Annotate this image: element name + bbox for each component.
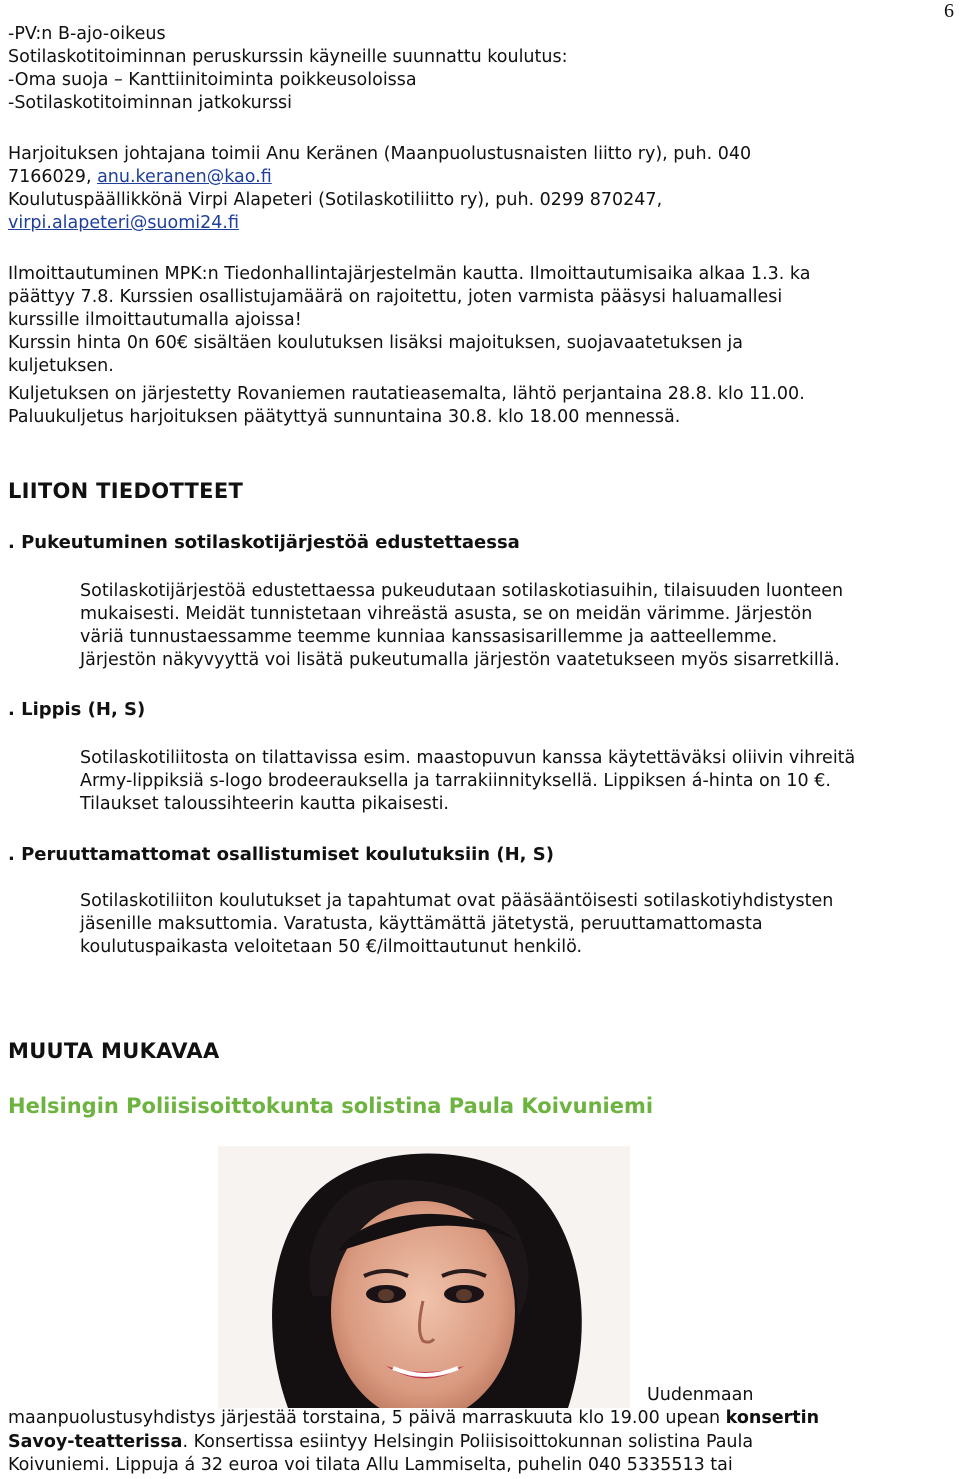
portrait-illustration: [218, 1146, 630, 1408]
concert-caption-word: Uudenmaan: [647, 1385, 754, 1405]
cap-paragraph-line: Army-lippiksiä s-logo brodeerauksella ja tarrakiinnityksellä. Lippiksen á-hinta on 10 €.: [80, 771, 831, 791]
cancellation-paragraph-line: koulutuspaikasta veloitetaan 50 €/ilmoittautunut henkilö.: [80, 937, 583, 957]
contact-training-chief: Koulutuspäällikkönä Virpi Alapeteri (Sotilaskotiliitto ry), puh. 0299 870247,: [8, 190, 663, 210]
section-heading-liiton: LIITON TIEDOTTEET: [8, 479, 244, 503]
subsection-heading-dress: . Pukeutuminen sotilaskotijärjestöä edustettaessa: [8, 532, 520, 553]
section-heading-muuta: MUUTA MUKAVAA: [8, 1039, 220, 1063]
registration-line-1: Ilmoittautuminen MPK:n Tiedonhallintajärjestelmän kautta. Ilmoittautumisaika alkaa 1.3. ka: [8, 264, 811, 284]
course-intro: Sotilaskotitoiminnan peruskurssin käyneille suunnattu koulutus:: [8, 47, 568, 67]
soloist-photo: [218, 1146, 630, 1408]
concert-paragraph-line-2: Savoy-teatterissa. Konsertissa esiintyy Helsingin Poliisisoittokunnan solistina Paula: [8, 1432, 754, 1452]
transport-line-1: Kuljetuksen on järjestetty Rovaniemen rautatieasemalta, lähtö perjantaina 28.8. klo 11.00.: [8, 384, 805, 404]
dress-paragraph-line: mukaisesti. Meidät tunnistetaan vihreästä asusta, se on meidän värimme. Järjestön: [80, 604, 813, 624]
course-item-driving: -PV:n B-ajo-oikeus: [8, 24, 166, 44]
course-item-own-protection: -Oma suoja – Kanttiinitoiminta poikkeusoloissa: [8, 70, 417, 90]
concert-paragraph-line-3: Koivuniemi. Lippuja á 32 euroa voi tilata Allu Lammiselta, puhelin 040 5335513 tai: [8, 1455, 733, 1475]
cancellation-paragraph-line: jäsenille maksuttomia. Varatusta, käyttämättä jätetystä, peruuttamattomasta: [80, 914, 763, 934]
email-link-virpi[interactable]: virpi.alapeteri@suomi24.fi: [8, 213, 239, 233]
cancellation-paragraph-line: Sotilaskotiliiton koulutukset ja tapahtumat ovat pääsääntöisesti sotilaskotiyhdistysten: [80, 891, 834, 911]
dress-paragraph-line: väriä tunnustaessamme teemme kunniaa kanssasisarillemme ja aatteellemme.: [80, 627, 778, 647]
registration-line-3: kurssille ilmoittautumalla ajoissa!: [8, 310, 302, 330]
contact-leader: Harjoituksen johtajana toimii Anu Keränen (Maanpuolustusnaisten liitto ry), puh. 040: [8, 144, 752, 164]
contact-training-chief-email: [8, 212, 950, 235]
concert-heading: Helsingin Poliisisoittokunta solistina Paula Koivuniemi: [8, 1094, 654, 1118]
cap-paragraph-line: Tilaukset taloussihteerin kautta pikaisesti.: [80, 794, 449, 814]
concert-paragraph-line-1: maanpuolustusyhdistys järjestää torstaina, 5 päivä marraskuuta klo 19.00 upean konsertin: [8, 1408, 820, 1428]
dress-paragraph-line: Järjestön näkyvyyttä voi lisätä pukeutumalla järjestön vaatetukseen myös sisarretkillä.: [80, 650, 840, 670]
page-number: 6: [944, 0, 954, 22]
registration-line-2: päättyy 7.8. Kurssien osallistujamäärä on rajoitettu, joten varmista pääsysi haluamallesi: [8, 287, 783, 307]
course-item-advanced: -Sotilaskotitoiminnan jatkokurssi: [8, 93, 293, 113]
dress-paragraph-line: Sotilaskotijärjestöä edustettaessa pukeudutaan sotilaskotiasuihin, tilaisuuden luonteen: [80, 581, 844, 601]
price-line-2: kuljetuksen.: [8, 356, 114, 376]
email-link-anu[interactable]: anu.keranen@kao.fi: [97, 167, 272, 187]
subsection-heading-cancellations: . Peruuttamattomat osallistumiset koulutuksiin (H, S): [8, 844, 554, 865]
price-line-1: Kurssin hinta 0n 60€ sisältäen koulutuksen lisäksi majoituksen, suojavaatetuksen ja: [8, 333, 743, 353]
cap-paragraph-line: Sotilaskotiliitosta on tilattavissa esim. maastopuvun kanssa käytettäväksi oliivin vihreitä: [80, 748, 856, 768]
subsection-heading-cap: . Lippis (H, S): [8, 699, 146, 720]
contact-leader-phone: 7166029, anu.keranen@kao.fi: [8, 167, 272, 187]
transport-line-2: Paluukuljetus harjoituksen päätyttyä sunnuntaina 30.8. klo 18.00 mennessä.: [8, 407, 681, 427]
